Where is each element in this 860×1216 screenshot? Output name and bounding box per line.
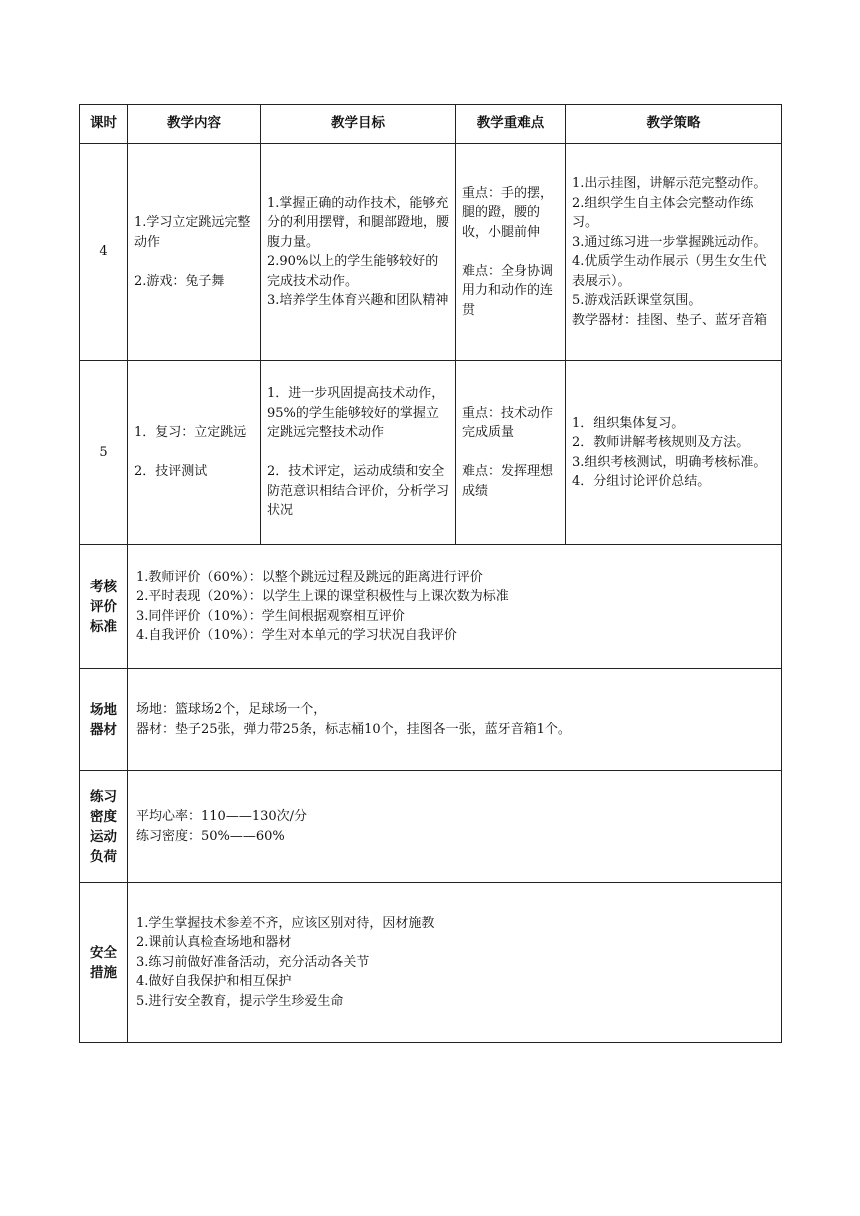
table-row — [80, 144, 782, 361]
lesson-plan-table — [79, 104, 782, 1043]
lesson-key-points: 重点：技术动作完成质量 难点：发挥理想成绩 — [456, 361, 566, 545]
lesson-strategy: 1．组织集体复习。 2．教师讲解考核规则及方法。 3.组织考核测试，明确考核标准。 4．分组讨论评价总结。 — [566, 361, 782, 545]
safety-label: 安全 措施 — [80, 883, 128, 1043]
header-strategy: 教学策略 — [566, 105, 782, 144]
safety-text: 1.学生掌握技术参差不齐，应该区别对待，因材施教 2.课前认真检查场地和器材 3.练习前做好准备活动，充分活动各关节 4.做好自我保护和相互保护 5.进行安全教育，提示学生珍爱生命 — [128, 883, 782, 1043]
header-lesson: 课时 — [80, 105, 128, 144]
density-label: 练习 密度 运动 负荷 — [80, 771, 128, 883]
header-content: 教学内容 — [128, 105, 261, 144]
lesson-content: 1．复习：立定跳远 2．技评测试 — [128, 361, 261, 545]
table-row — [80, 361, 782, 545]
lesson-content: 1.学习立定跳远完整动作 2.游戏：兔子舞 — [128, 144, 261, 361]
lesson-number: 4 — [80, 144, 128, 361]
safety-row — [80, 883, 782, 1043]
lesson-objectives: 1.掌握正确的动作技术，能够充分的利用摆臂，和腿部蹬地，腰腹力量。 2.90%以上的学生能够较好的完成技术动作。 3.培养学生体育兴趣和团队精神 — [261, 144, 456, 361]
venue-row — [80, 669, 782, 771]
header-key-points: 教学重难点 — [456, 105, 566, 144]
venue-label: 场地 器材 — [80, 669, 128, 771]
lesson-key-points: 重点：手的摆，腿的蹬，腰的收，小腿前伸 难点：全身协调用力和动作的连贯 — [456, 144, 566, 361]
assessment-text: 1.教师评价（60%）：以整个跳远过程及跳远的距离进行评价 2.平时表现（20%）：以学生上课的课堂积极性与上课次数为标准 3.同伴评价（10%）：学生间根据观察相互评价 4.自我评价（10%）：学生对本单元的学习状况自我评价 — [128, 545, 782, 669]
header-objectives: 教学目标 — [261, 105, 456, 144]
lesson-strategy: 1.出示挂图，讲解示范完整动作。 2.组织学生自主体会完整动作练习。 3.通过练习进一步掌握跳远动作。 4.优质学生动作展示（男生女生代表展示）。 5.游戏活跃课堂氛围。 教学器材：挂图、垫子、蓝牙音箱 — [566, 144, 782, 361]
lesson-objectives: 1．进一步巩固提高技术动作，95%的学生能够较好的掌握立定跳远完整技术动作 2．技术评定，运动成绩和安全防范意识相结合评价，分析学习状况 — [261, 361, 456, 545]
lesson-number: 5 — [80, 361, 128, 545]
venue-text: 场地：篮球场2个，足球场一个， 器材：垫子25张，弹力带25条，标志桶10个，挂图各一张，蓝牙音箱1个。 — [128, 669, 782, 771]
density-text: 平均心率：110——130次/分 练习密度：50%——60% — [128, 771, 782, 883]
assessment-label: 考核 评价 标准 — [80, 545, 128, 669]
density-row — [80, 771, 782, 883]
assessment-row — [80, 545, 782, 669]
header-row — [80, 105, 782, 144]
